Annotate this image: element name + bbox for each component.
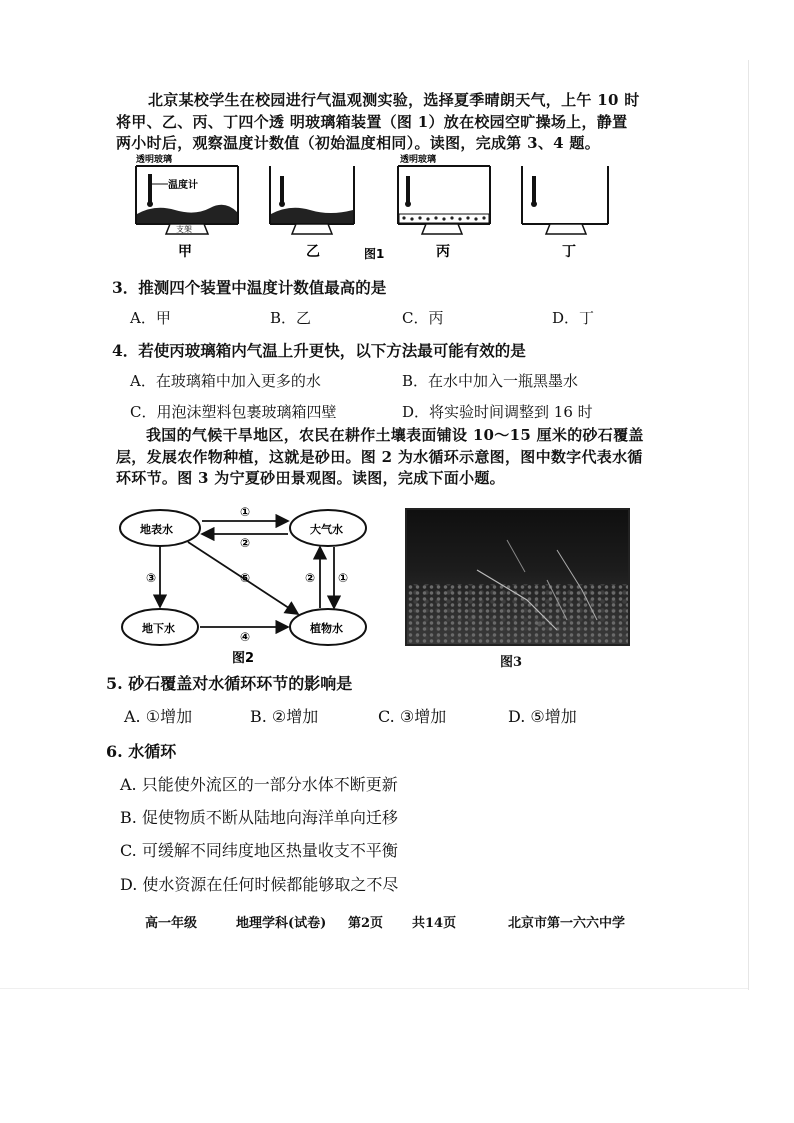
q5-option-b[interactable]: B. ②增加 bbox=[250, 707, 319, 726]
footer-grade: 高一年级 bbox=[145, 916, 198, 931]
q5-option-a[interactable]: A. ①增加 bbox=[124, 707, 193, 726]
node-surface-water: 地表水 bbox=[140, 523, 173, 536]
q5-option-c[interactable]: C. ③增加 bbox=[378, 707, 447, 726]
question-3-stem: 3．推测四个装置中温度计数值最高的是 bbox=[112, 278, 387, 297]
figure1-caption: 图1 bbox=[364, 247, 385, 261]
box-ding bbox=[522, 166, 608, 260]
footer-school: 北京市第一六六中学 bbox=[508, 916, 626, 931]
q3-option-c[interactable]: C．丙 bbox=[402, 309, 444, 327]
intro1-line2: 将甲、乙、丙、丁四个透 明玻璃箱装置（图 1）放在校园空旷操场上，静置 bbox=[116, 112, 628, 131]
q4-option-a[interactable]: A．在玻璃箱中加入更多的水 bbox=[130, 372, 321, 390]
intro-paragraph-2 bbox=[116, 425, 684, 490]
figure-3-sand-field-photo bbox=[405, 508, 630, 646]
page-edge bbox=[748, 60, 749, 990]
label-jia: 甲 bbox=[178, 244, 192, 260]
footer-subject: 地理学科(试卷) bbox=[236, 916, 327, 931]
label-circle-5: ⑤ bbox=[240, 571, 251, 585]
footer-page: 第2页 bbox=[348, 916, 384, 931]
page-bottom-edge bbox=[0, 988, 748, 989]
label-circle-3: ③ bbox=[146, 571, 157, 585]
intro-paragraph-1 bbox=[116, 90, 676, 155]
question-6-stem: 6. 水循环 bbox=[106, 742, 177, 761]
q4-option-b[interactable]: B．在水中加入一瓶黑墨水 bbox=[402, 372, 579, 390]
q3-option-a[interactable]: A．甲 bbox=[130, 309, 171, 327]
node-atmospheric-water: 大气水 bbox=[310, 523, 343, 536]
q5-option-d[interactable]: D. ⑤增加 bbox=[508, 707, 577, 726]
node-plant-water: 植物水 bbox=[310, 622, 343, 635]
photo-plants bbox=[407, 510, 628, 644]
intro2-line1: 我国的气候干旱地区，农民在耕作土壤表面铺设 10～15 厘米的砂石覆盖 bbox=[146, 426, 644, 444]
q4-option-c[interactable]: C．用泡沫塑料包裹玻璃箱四壁 bbox=[130, 403, 337, 421]
q3-option-b[interactable]: B．乙 bbox=[270, 309, 312, 327]
intro2-line2: 层，发展农作物种植，这就是砂田。图 2 为水循环示意图，图中数字代表水循 bbox=[116, 447, 643, 466]
question-5-stem: 5. 砂石覆盖对水循环环节的影响是 bbox=[106, 674, 353, 693]
q6-option-c[interactable]: C. 可缓解不同纬度地区热量收支不平衡 bbox=[120, 841, 398, 860]
figure-2-water-cycle bbox=[112, 500, 382, 668]
label-circle-1-top: ① bbox=[240, 505, 251, 519]
q4-option-d[interactable]: D．将实验时间调整到 16 时 bbox=[402, 403, 593, 421]
q6-option-a[interactable]: A. 只能使外流区的一部分水体不断更新 bbox=[120, 775, 398, 794]
label-circle-2-top: ② bbox=[240, 536, 251, 550]
box-jia-label: 透明玻璃 bbox=[136, 155, 173, 165]
q6-option-d[interactable]: D. 使水资源在任何时候都能够取之不尽 bbox=[120, 875, 399, 894]
intro1-line1: 北京某校学生在校园进行气温观测实验，选择夏季晴朗天气，上午 10 时 bbox=[148, 91, 640, 109]
box-jia bbox=[136, 153, 238, 260]
intro1-line3: 两小时后，观察温度计数值（初始温度相同）。读图，完成第 3、4 题。 bbox=[116, 134, 601, 152]
figure3-caption: 图3 bbox=[500, 655, 523, 670]
node-ground-water: 地下水 bbox=[142, 622, 175, 635]
thermometer-label: 温度计 bbox=[168, 180, 198, 191]
label-ding: 丁 bbox=[562, 244, 576, 260]
q6-option-b[interactable]: B. 促使物质不断从陆地向海洋单向迁移 bbox=[120, 808, 398, 827]
footer-total: 共14页 bbox=[412, 916, 457, 931]
label-circle-2-right: ② bbox=[305, 571, 316, 585]
question-4-stem: 4．若使丙玻璃箱内气温上升更快，以下方法最可能有效的是 bbox=[112, 341, 526, 360]
box-yi bbox=[270, 166, 354, 260]
label-circle-1-right: ① bbox=[338, 571, 349, 585]
label-yi: 乙 bbox=[306, 244, 320, 260]
figure2-caption: 图2 bbox=[232, 651, 255, 666]
label-circle-4: ④ bbox=[240, 630, 251, 644]
box-bing-label: 透明玻璃 bbox=[400, 155, 437, 165]
intro2-line3: 环环节。图 3 为宁夏砂田景观图。读图，完成下面小题。 bbox=[116, 469, 505, 487]
stand-label: 支架 bbox=[176, 225, 192, 234]
figure-1-diagram bbox=[130, 152, 650, 264]
box-bing bbox=[398, 153, 490, 260]
label-bing: 丙 bbox=[436, 244, 450, 260]
q3-option-d[interactable]: D．丁 bbox=[552, 309, 595, 327]
